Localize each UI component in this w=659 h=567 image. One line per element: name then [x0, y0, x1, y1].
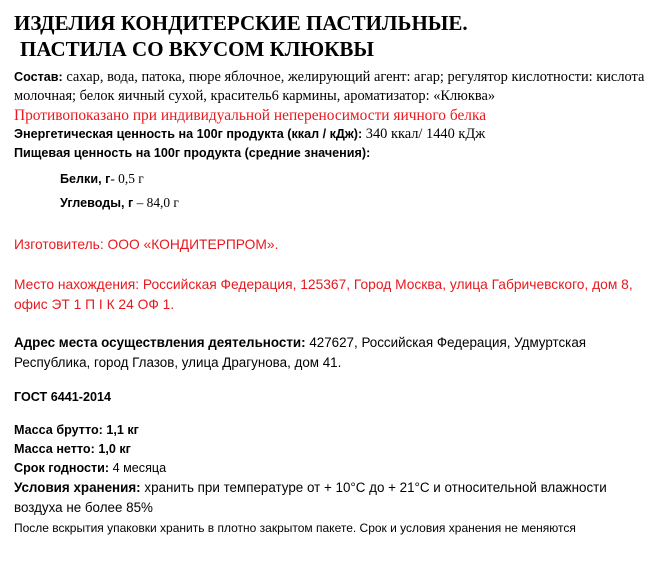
shelf-life-value: 4 месяца [109, 461, 167, 475]
contraindication: Противопоказано при индивидуальной непереносимости яичного белка [14, 107, 487, 124]
energy-amount: 340 ккал/ 1440 кДж [362, 126, 486, 142]
storage-text: хранить при температуре от + 10°С до + 21°С и относительной влажности воздуха не более 85% [14, 480, 607, 515]
composition [14, 68, 646, 106]
carbs-value: – 84,0 г [133, 195, 179, 210]
label-document [14, 10, 646, 537]
energy-value [14, 125, 646, 144]
nutrition-heading: Пищевая ценность на 100г продукта (средние значения): [14, 146, 371, 160]
nutrition-carbs [14, 193, 646, 213]
after-opening-note: После вскрытия упаковки хранить в плотно закрытом пакете. Срок и условия хранения не меняются [14, 521, 576, 535]
manufacturer: Изготовитель: ООО «КОНДИТЕРПРОМ». [14, 237, 279, 252]
composition-label: Состав: [14, 70, 63, 84]
net-weight: Масса нетто: 1,0 кг [14, 442, 131, 456]
activity-address-text: 427627, Российская Федерация, Удмуртская Республика, город Глазов, улица Драгунова, дом 41. [14, 335, 587, 370]
shelf-life-label: Срок годности: [14, 461, 110, 475]
carbs-label: Углеводы, г [60, 196, 134, 210]
storage-conditions [14, 478, 646, 518]
protein-value: - 0,5 г [110, 171, 144, 186]
energy-label: Энергетическая ценность на 100г продукта (ккал / кДж): [14, 127, 363, 141]
nutrition-protein [14, 169, 646, 189]
activity-address-label: Адрес места осуществления деятельности: [14, 335, 306, 350]
gost: ГОСТ 6441-2014 [14, 390, 111, 404]
gross-weight: Масса брутто: 1,1 кг [14, 423, 139, 437]
protein-label: Белки, г [60, 172, 111, 186]
product-title-line-1: ИЗДЕЛИЯ КОНДИТЕРСКИЕ ПАСТИЛЬНЫЕ. [14, 11, 468, 35]
storage-label: Условия хранения: [14, 480, 141, 495]
product-title-line-2: ПАСТИЛА СО ВКУСОМ КЛЮКВЫ [20, 37, 374, 61]
shelf-life [14, 459, 646, 478]
activity-address [14, 333, 646, 373]
composition-text: сахар, вода, патока, пюре яблочное, желирующий агент: агар; регулятор кислотности: кислота молочная; белок яичный сухой, краситель6 кармины, ароматизатор: «Клюква» [14, 69, 645, 104]
manufacturer-location: Место нахождения: Российская Федерация, 125367, Город Москва, улица Габричевского, дом 8, офис ЭТ 1 П I К 24 ОФ 1. [14, 277, 633, 312]
